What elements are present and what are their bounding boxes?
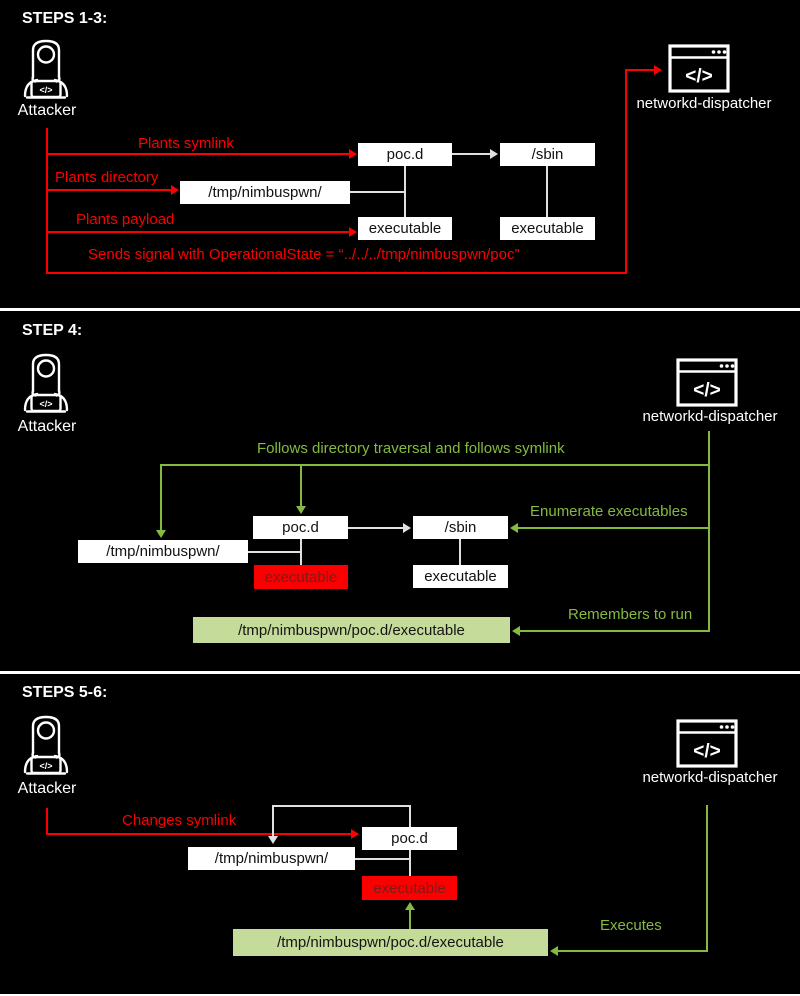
poc-exec-connector xyxy=(300,539,302,565)
arrowhead xyxy=(268,836,278,844)
exec-path-box: /tmp/nimbuspwn/poc.d/executable xyxy=(233,929,548,956)
dispatcher-flow-line xyxy=(708,431,710,632)
enumerate-label: Enumerate executables xyxy=(530,503,688,520)
symlink-loop-top xyxy=(272,805,411,807)
exec-path-box: /tmp/nimbuspwn/poc.d/executable xyxy=(193,617,510,643)
panel3-title: STEPS 5-6: xyxy=(22,684,108,701)
networkd-dispatcher-label: networkd-dispatcher xyxy=(642,408,778,425)
path-to-exec-arrow xyxy=(409,909,411,929)
follows-arrow-to-tmp xyxy=(160,464,162,530)
tmp-dir-box: /tmp/nimbuspwn/ xyxy=(78,540,248,563)
attacker-trunk-line xyxy=(46,128,48,274)
follows-traversal-label: Follows directory traversal and follows symlink xyxy=(257,440,565,457)
symlink-loop-right xyxy=(409,805,411,827)
executes-arrow xyxy=(558,950,708,952)
poc-to-sbin-arrow xyxy=(348,527,403,529)
poc-d-box: poc.d xyxy=(362,827,457,850)
arrowhead xyxy=(349,149,357,159)
plants-symlink-label: Plants symlink xyxy=(138,135,234,152)
sends-signal-line-bottom xyxy=(46,272,627,274)
arrowhead xyxy=(171,185,179,195)
networkd-dispatcher-icon xyxy=(676,719,738,768)
arrowhead xyxy=(403,523,411,533)
sends-signal-label: Sends signal with OperationalState = “../../../tmp/nimbuspwn/poc” xyxy=(88,246,520,263)
executable-box-left: executable xyxy=(358,217,452,240)
poc-exec-connector xyxy=(409,850,411,876)
arrowhead xyxy=(296,506,306,514)
networkd-dispatcher-icon xyxy=(668,44,730,93)
attacker-label: Attacker xyxy=(17,418,77,435)
arrowhead xyxy=(654,65,662,75)
panel2-title: STEP 4: xyxy=(22,322,83,339)
panel-divider xyxy=(0,671,800,674)
networkd-dispatcher-label: networkd-dispatcher xyxy=(642,769,778,786)
poc-to-sbin-arrow xyxy=(452,153,491,155)
remembers-arrow xyxy=(520,630,710,632)
executes-label: Executes xyxy=(600,917,662,934)
attacker-label: Attacker xyxy=(17,780,77,797)
arrowhead xyxy=(512,626,520,636)
arrowhead xyxy=(550,946,558,956)
plants-directory-label: Plants directory xyxy=(55,169,159,186)
attacker-icon xyxy=(18,350,74,416)
changes-symlink-arrow xyxy=(46,833,351,835)
attacker-label: Attacker xyxy=(17,102,77,119)
arrowhead xyxy=(349,227,357,237)
changes-symlink-label: Changes symlink xyxy=(122,812,237,829)
arrowhead xyxy=(351,829,359,839)
follows-traversal-line xyxy=(160,464,710,466)
plants-directory-arrow xyxy=(46,189,172,191)
attacker-icon xyxy=(18,36,74,102)
arrowhead xyxy=(490,149,498,159)
poc-d-box: poc.d xyxy=(358,143,452,166)
plants-payload-arrow xyxy=(46,231,349,233)
sends-signal-line-to-icon xyxy=(625,69,655,71)
arrowhead xyxy=(156,530,166,538)
tmp-poc-connector xyxy=(355,858,409,860)
sbin-box: /sbin xyxy=(413,516,508,539)
executable-box-right: executable xyxy=(500,217,595,240)
sends-signal-line-up xyxy=(625,69,627,274)
symlink-loop-left xyxy=(272,805,274,836)
panel1-title: STEPS 1-3: xyxy=(22,10,108,27)
sbin-exec-connector xyxy=(546,166,548,217)
tmp-poc-connector xyxy=(350,191,405,193)
sbin-exec-connector xyxy=(459,539,461,565)
executable-box-red: executable xyxy=(254,565,348,589)
poc-d-box: poc.d xyxy=(253,516,348,539)
attacker-trunk-line xyxy=(46,808,48,835)
panel-divider xyxy=(0,308,800,311)
networkd-dispatcher-label: networkd-dispatcher xyxy=(636,95,772,112)
plants-payload-label: Plants payload xyxy=(76,211,175,228)
networkd-dispatcher-icon xyxy=(676,358,738,407)
attacker-icon xyxy=(18,712,74,778)
remembers-label: Remembers to run xyxy=(568,606,693,623)
tmp-poc-connector xyxy=(248,551,301,553)
enumerate-arrow xyxy=(518,527,710,529)
plants-symlink-arrow xyxy=(46,153,349,155)
follows-arrow-to-poc xyxy=(300,464,302,506)
tmp-dir-box: /tmp/nimbuspwn/ xyxy=(188,847,355,870)
executable-box-red: executable xyxy=(362,876,457,900)
sbin-box: /sbin xyxy=(500,143,595,166)
tmp-dir-box: /tmp/nimbuspwn/ xyxy=(180,181,350,204)
arrowhead xyxy=(510,523,518,533)
dispatcher-flow-line xyxy=(706,805,708,952)
executable-box-white: executable xyxy=(413,565,508,588)
